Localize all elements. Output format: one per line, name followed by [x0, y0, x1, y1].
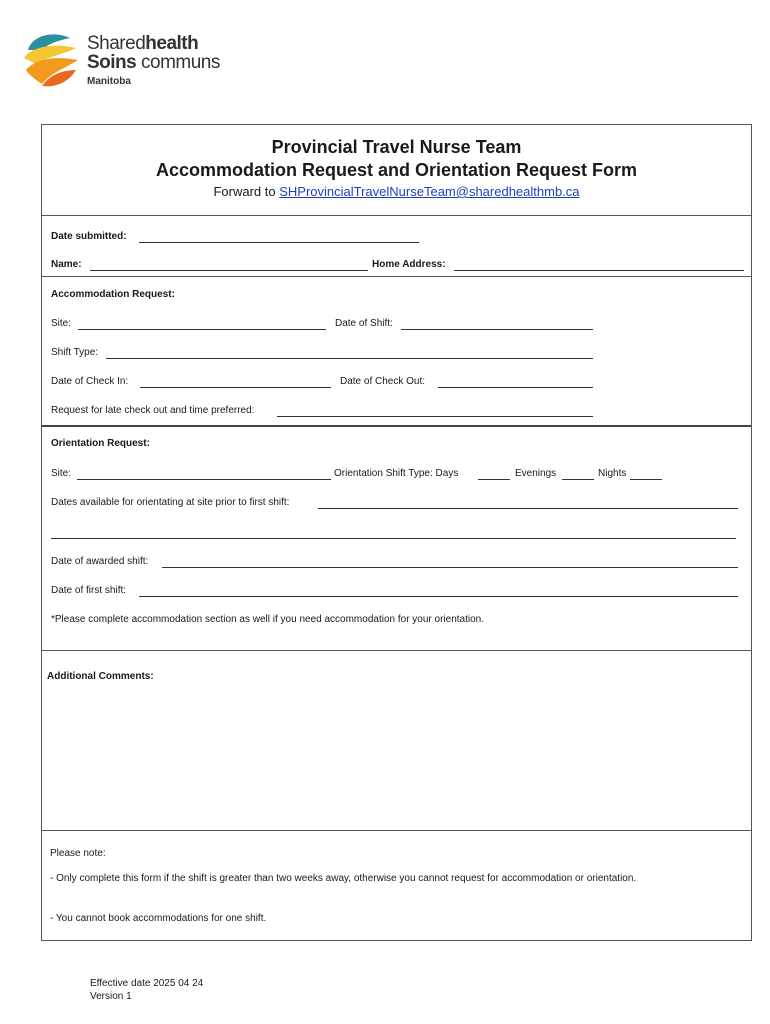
dates-available-label: Dates available for orientating at site prior to first shift:: [51, 497, 290, 508]
forward-line: [42, 184, 751, 200]
section-divider: [42, 650, 751, 651]
orientation-site-label: Site:: [51, 468, 72, 479]
section-divider: [42, 830, 751, 831]
awarded-shift-field[interactable]: [162, 555, 738, 568]
form-title-line-1: Provincial Travel Nurse Team: [271, 137, 522, 157]
logo-line-2: Soins communs: [87, 52, 220, 73]
date-submitted-label: Date submitted:: [51, 231, 127, 242]
footer: [90, 977, 203, 1003]
forward-email-link[interactable]: SHProvincialTravelNurseTeam@sharedhealthmb.ca: [279, 184, 580, 199]
check-in-label: Date of Check In:: [51, 376, 129, 387]
effective-date: Effective date 2025 04 24: [90, 978, 204, 989]
name-field[interactable]: [90, 258, 368, 271]
forward-label: Forward to: [213, 184, 276, 199]
check-out-label: Date of Check Out:: [340, 376, 426, 387]
section-divider: [42, 276, 751, 277]
nights-label: Nights: [598, 468, 627, 479]
home-address-label: Home Address:: [372, 259, 446, 270]
orientation-site-field[interactable]: [77, 467, 331, 480]
shift-type-label: Shift Type:: [51, 347, 99, 358]
comments-area[interactable]: [47, 687, 745, 827]
note-item-2: - You cannot book accommodations for one shift.: [50, 913, 267, 924]
name-label: Name:: [51, 259, 82, 270]
check-in-field[interactable]: [140, 375, 331, 388]
late-checkout-field[interactable]: [277, 404, 593, 417]
logo-line-3: Manitoba: [87, 76, 131, 87]
days-field[interactable]: [478, 467, 510, 480]
orientation-heading: Orientation Request:: [51, 438, 150, 449]
orientation-shift-type-label: Orientation Shift Type: Days: [334, 468, 459, 479]
date-of-shift-field[interactable]: [401, 317, 593, 330]
first-shift-label: Date of first shift:: [51, 585, 127, 596]
awarded-shift-label: Date of awarded shift:: [51, 556, 149, 567]
evenings-field[interactable]: [562, 467, 594, 480]
notes-heading: Please note:: [50, 848, 106, 859]
date-submitted-field[interactable]: [139, 230, 419, 243]
nights-field[interactable]: [630, 467, 662, 480]
request-form: [41, 124, 752, 941]
accommodation-site-label: Site:: [51, 318, 72, 329]
accommodation-heading: Accommodation Request:: [51, 289, 175, 300]
shared-health-logo: [22, 28, 232, 92]
logo-mark-icon: [22, 28, 80, 90]
accommodation-site-field[interactable]: [78, 317, 326, 330]
form-title-line-2: Accommodation Request and Orientation Request Form: [155, 160, 638, 180]
orientation-note: *Please complete accommodation section as well if you need accommodation for your orientation.: [51, 614, 485, 625]
home-address-field[interactable]: [454, 258, 744, 271]
late-checkout-label: Request for late check out and time preferred:: [51, 405, 255, 416]
shift-type-field[interactable]: [106, 346, 593, 359]
comments-heading: Additional Comments:: [47, 671, 154, 682]
evenings-label: Evenings: [515, 468, 557, 479]
date-of-shift-label: Date of Shift:: [335, 318, 393, 329]
logo-line-1: Sharedhealth: [87, 33, 199, 54]
dates-available-field[interactable]: [318, 496, 738, 509]
first-shift-field[interactable]: [139, 584, 738, 597]
section-divider: [42, 425, 751, 427]
form-header: [42, 125, 751, 216]
dates-available-field-line-2[interactable]: [51, 525, 736, 539]
version: Version 1: [90, 991, 132, 1002]
check-out-field[interactable]: [438, 375, 593, 388]
note-item-1: - Only complete this form if the shift is greater than two weeks away, otherwise you cannot request for accommodation or orientation.: [50, 873, 637, 884]
